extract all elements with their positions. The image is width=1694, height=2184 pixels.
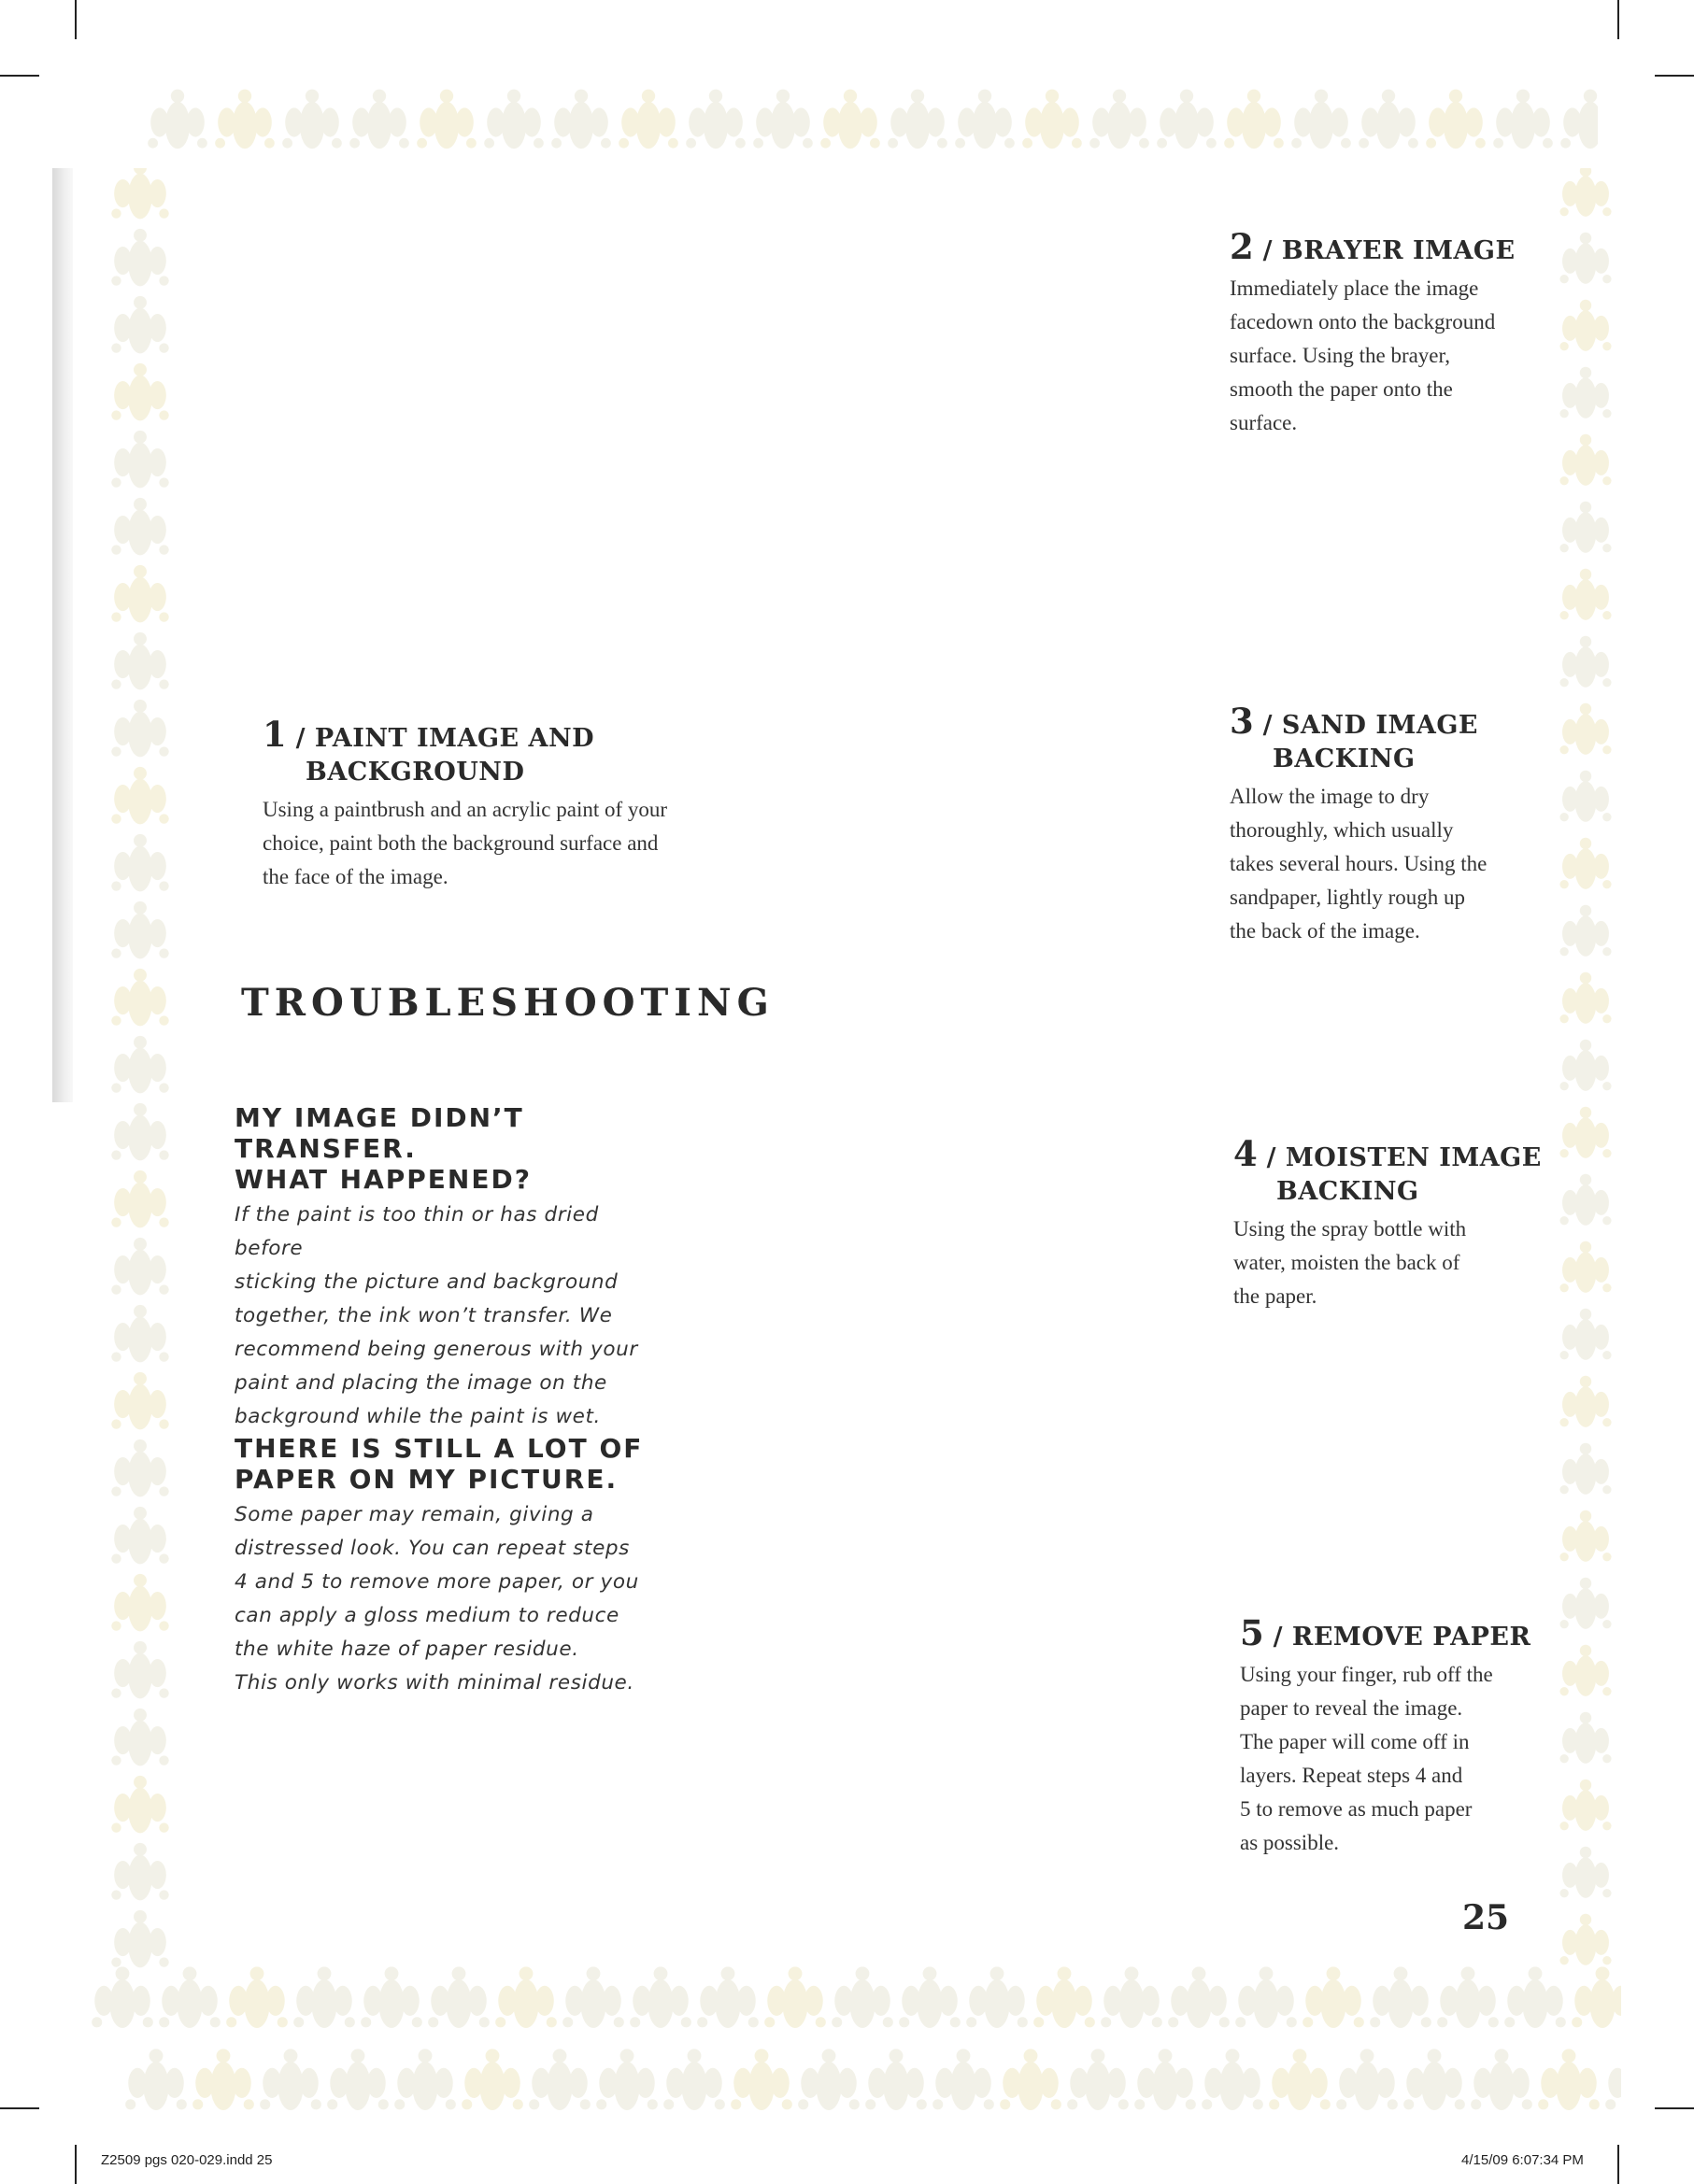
- damask-motif: [1000, 2049, 1061, 2110]
- damask-motif: [1559, 1040, 1611, 1091]
- damask-motif: [630, 1966, 691, 2028]
- damask-motif: [1560, 90, 1598, 149]
- slug-timestamp: 4/15/09 6:07:34 PM: [1461, 2152, 1584, 2168]
- damask-motif: [1493, 90, 1553, 149]
- troubleshooting-item-2-question: THERE IS STILL A LOT OF PAPER ON MY PICTURE.: [235, 1433, 644, 1495]
- damask-motif: [349, 90, 409, 149]
- damask-motif: [1559, 1780, 1611, 1831]
- damask-motif: [1559, 905, 1611, 957]
- damask-border-right: [1544, 168, 1628, 1971]
- crop-mark-left-bottom: [0, 2107, 39, 2109]
- crop-mark-right-top: [1655, 75, 1694, 77]
- damask-motif: [529, 2049, 591, 2110]
- step-5-heading: 5 / REMOVE PAPER: [1240, 1612, 1531, 1653]
- step-2: [1230, 226, 1538, 440]
- damask-motif: [111, 363, 168, 420]
- damask-motif: [1359, 90, 1418, 149]
- damask-motif: [1202, 2049, 1263, 2110]
- damask-motif: [1559, 1712, 1611, 1764]
- slug-file-info: Z2509 pgs 020-029.indd 25: [101, 2152, 273, 2168]
- damask-motif: [111, 296, 168, 353]
- damask-motif: [111, 1170, 168, 1227]
- damask-motif: [1089, 90, 1149, 149]
- damask-motif: [731, 2049, 792, 2110]
- damask-motif: [1471, 2049, 1532, 2110]
- damask-motif: [1559, 233, 1611, 284]
- step-1: [263, 714, 711, 894]
- damask-motif: [865, 2049, 927, 2110]
- damask-motif: [1559, 1578, 1611, 1629]
- damask-motif: [1559, 1309, 1611, 1360]
- damask-motif: [260, 2049, 321, 2110]
- damask-motif: [1370, 1966, 1431, 2028]
- troubleshooting-item-2-answer: Some paper may remain, giving a distressed look. You can repeat steps 4 and 5 to remove more paper, or you can apply a gloss medium to reduce the white haze of paper residue. This only works with minimal residue.: [235, 1503, 639, 1695]
- crop-mark-right-bottom: [1655, 2107, 1694, 2109]
- damask-motif: [1538, 2049, 1600, 2110]
- damask-motif: [1559, 1510, 1611, 1562]
- step-4: [1233, 1133, 1542, 1313]
- damask-motif: [1336, 2049, 1398, 2110]
- damask-motif: [1235, 1966, 1297, 2028]
- damask-motif: [1559, 1443, 1611, 1495]
- damask-motif: [1033, 1966, 1095, 2028]
- step-1-body: Using a paintbrush and an acrylic paint of your choice, paint both the background surface and the face of the image.: [263, 798, 668, 888]
- step-5: [1240, 1612, 1539, 1860]
- damask-motif: [888, 90, 947, 149]
- left-edge-shadow: [52, 168, 73, 1102]
- step-3-heading: 3 / SAND IMAGE BACKING: [1230, 701, 1478, 773]
- crop-mark-top-right: [1617, 0, 1619, 39]
- damask-motif: [1067, 2049, 1129, 2110]
- troubleshooting-item-1-question: MY IMAGE DIDN’T TRANSFER. WHAT HAPPENED?: [235, 1102, 532, 1195]
- damask-motif: [111, 498, 168, 555]
- damask-motif: [92, 1966, 153, 2028]
- damask-motif: [1559, 569, 1611, 620]
- crop-mark-top-left: [75, 0, 77, 39]
- damask-motif: [955, 90, 1015, 149]
- damask-motif: [111, 1103, 168, 1160]
- damask-motif: [111, 1238, 168, 1295]
- step-5-body: Using your finger, rub off the paper to reveal the image. The paper will come off in layers. Repeat steps 4 and 5 to remove as much paper as possible.: [1240, 1663, 1493, 1854]
- damask-motif: [111, 431, 168, 488]
- damask-motif: [1134, 2049, 1196, 2110]
- damask-motif: [394, 2049, 456, 2110]
- damask-motif: [1559, 771, 1611, 822]
- damask-motif: [1559, 434, 1611, 486]
- damask-motif: [1303, 1966, 1364, 2028]
- damask-motif: [1559, 972, 1611, 1024]
- damask-motif: [551, 90, 611, 149]
- damask-motif: [125, 2049, 187, 2110]
- damask-motif: [111, 1507, 168, 1564]
- damask-motif: [111, 1439, 168, 1496]
- damask-motif: [1559, 1241, 1611, 1293]
- damask-motif: [686, 90, 746, 149]
- damask-motif: [1559, 1914, 1611, 1965]
- damask-motif: [111, 1843, 168, 1900]
- damask-motif: [428, 1966, 490, 2028]
- damask-motif: [111, 700, 168, 757]
- troubleshooting-item-1: [235, 1102, 674, 1434]
- damask-motif: [798, 2049, 860, 2110]
- damask-motif: [111, 229, 168, 286]
- damask-motif: [1559, 1107, 1611, 1158]
- damask-motif: [111, 1709, 168, 1766]
- step-3-body: Allow the image to dry thoroughly, which usually takes several hours. Using the sandpaper, lightly rough up the back of the image.: [1230, 785, 1488, 943]
- damask-motif: [495, 1966, 557, 2028]
- damask-motif: [753, 90, 813, 149]
- damask-motif: [111, 834, 168, 891]
- damask-motif: [1403, 2049, 1465, 2110]
- step-4-body: Using the spray bottle with water, moisten the back of the paper.: [1233, 1217, 1467, 1308]
- damask-motif: [417, 90, 477, 149]
- damask-motif: [1572, 1966, 1621, 2028]
- damask-motif: [111, 1776, 168, 1833]
- damask-motif: [1559, 1645, 1611, 1696]
- damask-motif: [361, 1966, 422, 2028]
- damask-border-top: [140, 82, 1598, 168]
- damask-border-bottom: [89, 1962, 1621, 2130]
- damask-motif: [111, 1910, 168, 1967]
- damask-motif: [282, 90, 342, 149]
- damask-motif: [764, 1966, 826, 2028]
- troubleshooting-title: TROUBLESHOOTING: [241, 981, 775, 1025]
- damask-motif: [663, 2049, 725, 2110]
- step-2-body: Immediately place the image facedown onto the background surface. Using the brayer, smooth the paper onto the surface.: [1230, 277, 1496, 434]
- damask-motif: [1022, 90, 1082, 149]
- damask-motif: [619, 90, 678, 149]
- damask-motif: [111, 632, 168, 689]
- damask-motif: [111, 168, 168, 219]
- damask-motif: [1559, 367, 1611, 418]
- damask-motif: [832, 1966, 893, 2028]
- damask-motif: [1168, 1966, 1230, 2028]
- damask-motif: [1559, 838, 1611, 889]
- page-number: 25: [1462, 1898, 1510, 1937]
- damask-motif: [293, 1966, 355, 2028]
- crop-mark-bottom-right: [1617, 2145, 1619, 2184]
- step-1-heading: 1 / PAINT IMAGE AND BACKGROUND: [263, 714, 595, 787]
- step-4-heading: 4 / MOISTEN IMAGE BACKING: [1233, 1133, 1542, 1206]
- damask-motif: [484, 90, 544, 149]
- damask-motif: [596, 2049, 658, 2110]
- damask-motif: [1559, 703, 1611, 755]
- damask-motif: [111, 969, 168, 1026]
- step-2-heading: 2 / BRAYER IMAGE: [1230, 226, 1516, 267]
- damask-motif: [148, 90, 207, 149]
- damask-motif: [111, 1036, 168, 1093]
- troubleshooting-item-1-answer: If the paint is too thin or has dried before sticking the picture and background together, the ink won’t transfer. We recommend being generous with your paint and placing the image on the background while the paint is wet.: [235, 1203, 638, 1428]
- damask-motif: [1559, 636, 1611, 688]
- damask-motif: [899, 1966, 961, 2028]
- damask-motif: [1224, 90, 1284, 149]
- damask-motif: [1559, 1174, 1611, 1226]
- damask-motif: [966, 1966, 1028, 2028]
- damask-motif: [111, 1641, 168, 1698]
- damask-motif: [462, 2049, 523, 2110]
- damask-motif: [111, 565, 168, 622]
- damask-motif: [1426, 90, 1486, 149]
- damask-motif: [1437, 1966, 1499, 2028]
- damask-motif: [1504, 1966, 1566, 2028]
- damask-motif: [697, 1966, 759, 2028]
- damask-motif: [1559, 502, 1611, 553]
- damask-motif: [1559, 1376, 1611, 1427]
- damask-motif: [111, 1574, 168, 1631]
- damask-motif: [1559, 300, 1611, 351]
- damask-motif: [1101, 1966, 1162, 2028]
- damask-motif: [1559, 168, 1611, 217]
- damask-motif: [1559, 1847, 1611, 1898]
- damask-motif: [111, 767, 168, 824]
- damask-motif: [111, 901, 168, 958]
- damask-motif: [1269, 2049, 1331, 2110]
- damask-motif: [327, 2049, 389, 2110]
- troubleshooting-item-2: [235, 1433, 674, 1700]
- damask-motif: [1157, 90, 1217, 149]
- damask-motif: [1291, 90, 1351, 149]
- damask-motif: [215, 90, 275, 149]
- damask-motif: [159, 1966, 221, 2028]
- crop-mark-left-top: [0, 75, 39, 77]
- damask-motif: [111, 1372, 168, 1429]
- damask-motif: [192, 2049, 254, 2110]
- step-3: [1230, 701, 1538, 948]
- damask-motif: [226, 1966, 288, 2028]
- damask-motif: [562, 1966, 624, 2028]
- damask-motif: [932, 2049, 994, 2110]
- crop-mark-bottom-left: [75, 2145, 77, 2184]
- damask-motif: [1605, 2049, 1621, 2110]
- damask-motif: [820, 90, 880, 149]
- damask-motif: [111, 1305, 168, 1362]
- damask-border-left: [89, 168, 192, 1971]
